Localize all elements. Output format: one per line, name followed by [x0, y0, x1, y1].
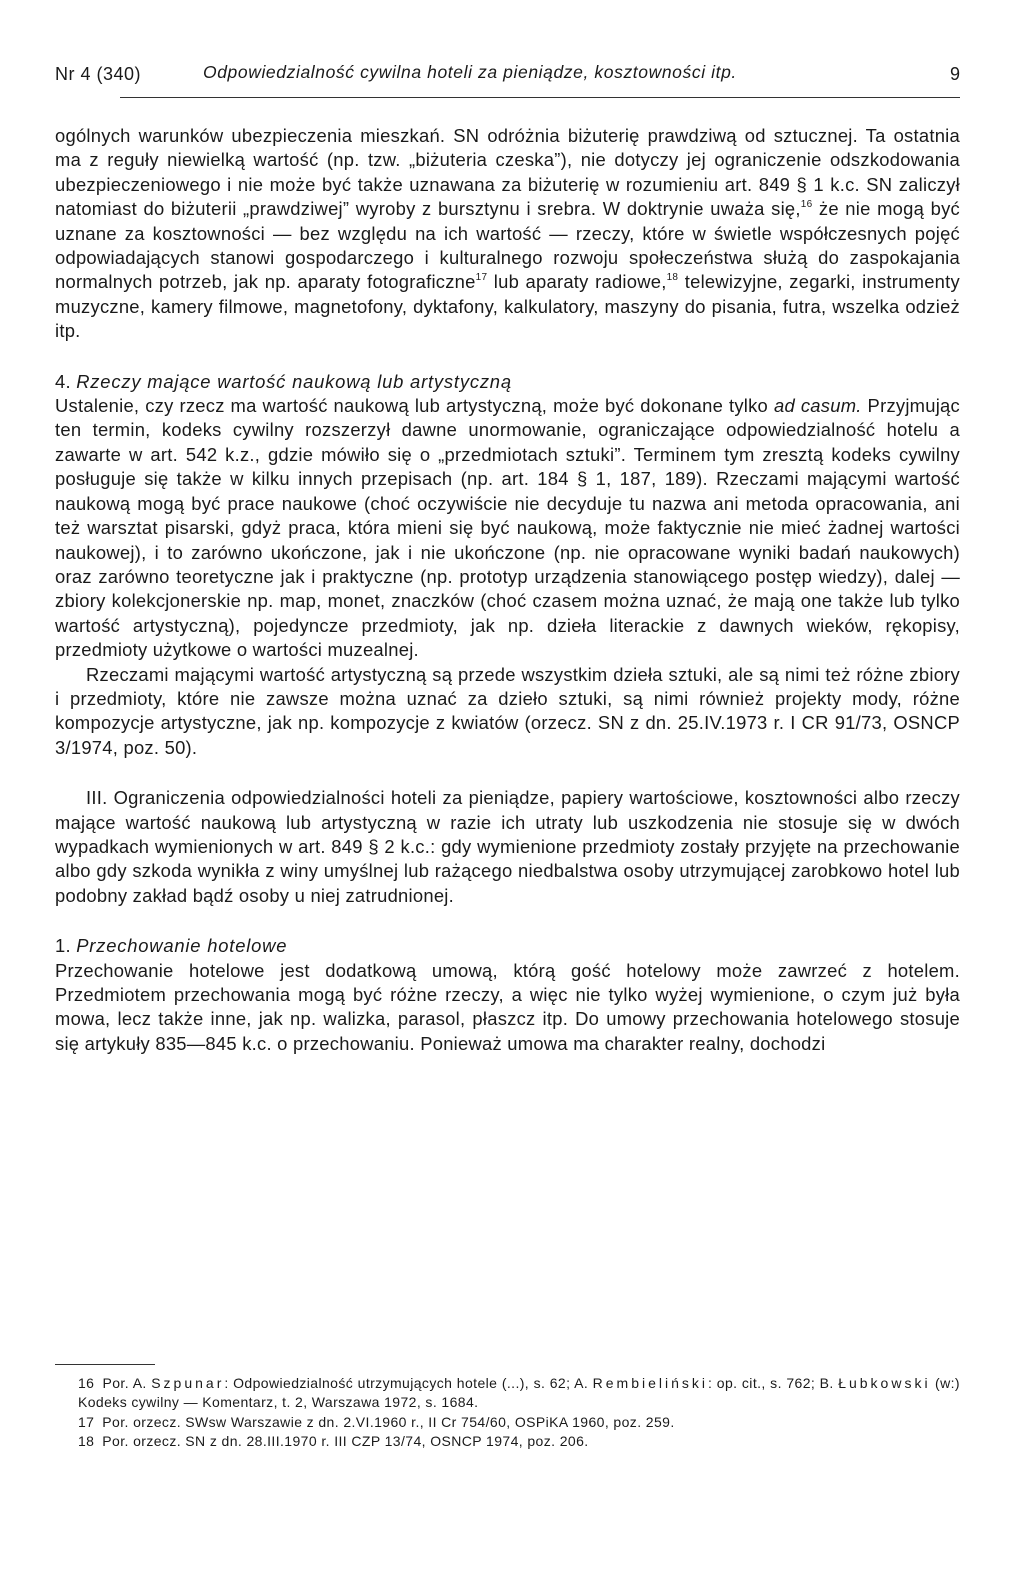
section-title: Przechowanie hotelowe [76, 935, 288, 957]
page-number: 9 [949, 64, 960, 84]
section-heading [55, 370, 960, 394]
paragraph-text: Ustalenie, czy rzecz ma wartość naukową lub artystyczną, może być dokonane tylko [55, 395, 769, 417]
paragraph-text: Przyjmując ten termin, kodeks cywilny rozszerzył dawne unormowanie, ograniczające odpowiedzialność hotelu a zawarte w art. 542 k.z., gdzie mówiło się o „przedmiotach sztuki”. Terminem tym zresztą kodeks cywilny posługuje się także w kilku innych przepisach (np. art. 184 § 1, 187, 189). Rzeczami mającymi wartość naukową mogą być prace naukowe (choć oczywiście nie decyduje tu nazwa ani metoda opracowania, ani też warsztat pisarski, gdyż praca, która mieni się być naukową, może faktycznie nie mieć żadnej wartości naukowej), i to zarówno ukończone, jak i nie ukończone (np. nie opracowane wyniki badań naukowych) oraz zarówno teoretyczne jak i praktyczne (np. prototyp urządzenia stanowiącego postęp wiedzy), dalej — zbiory kolekcjonerskie np. map, monet, znaczków (choć czasem można uznać, że mają one także lub tylko wartość artystyczną), pojedyncze przedmioty, jak np. dzieła literackie z dawnych wieków, rękopisy, przedmioty użytkowe o wartości muzealnej. [55, 395, 960, 661]
spacer [55, 908, 960, 934]
paragraph-text: III. Ograniczenia odpowiedzialności hoteli za pieniądze, papiery wartościowe, kosztowności albo rzeczy mające wartość naukową lub artystyczną w razie ich utraty lub uszkodzenia nie stosuje się w dwóch wypadkach wymienionych w art. 849 § 2 k.c.: gdy wymienione przedmioty zostały przyjęte na przechowanie albo gdy szkoda wynikła z winy umyślnej lub rażącego niedbalstwa osoby utrzymującej zarobkowo hotel lub podobny zakład bądź osoby u niej zatrudnionej. [55, 787, 960, 906]
footnote-text: Por. orzecz. SN z dn. 28.III.1970 r. III CZP 13/74, OSNCP 1974, poz. 206. [102, 1432, 589, 1449]
footnote-text: : op. cit., s. 762; B. [708, 1375, 834, 1391]
issue-number: Nr 4 (340) [55, 64, 142, 84]
footnote-text: : Odpowiedzialność utrzymujących hotele (...), s. 62; A. [224, 1375, 589, 1391]
footnote-ref: 17 [475, 272, 488, 284]
footnote-text: Por. A. [102, 1375, 147, 1391]
paragraph-text: telewizyjne, zegarki, instrumenty muzyczne, kamery filmowe, magnetofony, dyktafony, kalkulatory, maszyny do pisania, futra, wszelka odzież itp. [55, 271, 960, 342]
section-heading [55, 934, 960, 958]
spacer [55, 760, 960, 786]
paragraph [55, 786, 960, 908]
paragraph [55, 124, 960, 344]
footnote-divider [55, 1364, 155, 1365]
spacer [55, 344, 960, 370]
author-name: Łubkowski [838, 1375, 931, 1391]
section-number: 4. [55, 370, 71, 392]
footnotes [78, 1374, 960, 1451]
footnote [78, 1413, 960, 1432]
footnote [78, 1432, 960, 1451]
footnote-text: Por. orzecz. SWsw Warszawie z dn. 2.VI.1960 r., II Cr 754/60, OSPiKA 1960, poz. 259. [102, 1413, 675, 1430]
header-divider [120, 97, 960, 98]
paragraph [55, 663, 960, 761]
footnote-ref: 16 [800, 199, 813, 211]
paragraph-text: Rzeczami mającymi wartość artystyczną są przede wszystkim dzieła sztuki, ale są nimi też różne zbiory i przedmioty, które nie zawsze można uznać za dzieło sztuki, są nimi również projekty mody, różne kompozycje artystyczne, jak np. kompozycje z kwiatów (orzecz. SN z dn. 25.IV.1973 r. I CR 91/73, OSNCP 3/1974, poz. 50). [55, 663, 960, 758]
paragraph [55, 959, 960, 1057]
paragraph-text: że nie mogą być uznane za kosztowności — bez względu na ich wartość — rzeczy, które w świetle współczesnych pojęć odpowiadających stanowi gospodarczego i kulturalnego rozwoju społeczeństwa służą do zaspokajania normalnych potrzeb, jak np. aparaty fotograficzne [55, 198, 960, 293]
paragraph-text: lub aparaty radiowe, [493, 271, 667, 293]
section-number: 1. [55, 935, 71, 957]
running-header [55, 60, 960, 90]
footnote-ref: 18 [666, 272, 679, 284]
footnote-number: 18 [78, 1432, 95, 1449]
footnote-text: (w:) Kodeks cywilny — Komentarz, t. 2, Warszawa 1972, s. 1684. [78, 1375, 960, 1411]
running-title: Odpowiedzialność cywilna hoteli za pieniądze, kosztowności itp. [203, 62, 737, 82]
latin-term: ad casum. [773, 395, 862, 417]
footnote [78, 1374, 960, 1413]
paragraph-text: ogólnych warunków ubezpieczenia mieszkań. SN odróżnia biżuterię prawdziwą od sztucznej. Ta ostatnia ma z reguły niewielką wartość (np. tzw. „biżuteria czeska”), nie dotyczy jej ograniczenie odszkodowania ubezpieczeniowego i nie może być także uznawana za biżuterię w rozumieniu art. 849 § 1 k.c. SN zaliczył natomiast do biżuterii „prawdziwej” wyroby z bursztynu i srebra. W doktrynie uważa się, [55, 125, 960, 220]
footnote-number: 16 [78, 1375, 95, 1391]
author-name: Rembieliński [592, 1375, 708, 1391]
paragraph-text: Przechowanie hotelowe jest dodatkową umową, którą gość hotelowy może zawrzeć z hotelem. Przedmiotem przechowania mogą być różne rzeczy, a więc nie tylko wyżej wymienione, o czym już była mowa, lecz także inne, jak np. walizka, parasol, płaszcz itp. Do umowy przechowania hotelowego stosuje się artykuły 835—845 k.c. o przechowaniu. Ponieważ umowa ma charakter realny, dochodzi [55, 959, 960, 1054]
section-title: Rzeczy mające wartość naukową lub artystyczną [76, 370, 512, 392]
paragraph [55, 394, 960, 662]
footnote-number: 17 [78, 1413, 95, 1430]
main-text [55, 124, 960, 1056]
author-name: Szpunar [151, 1375, 225, 1391]
